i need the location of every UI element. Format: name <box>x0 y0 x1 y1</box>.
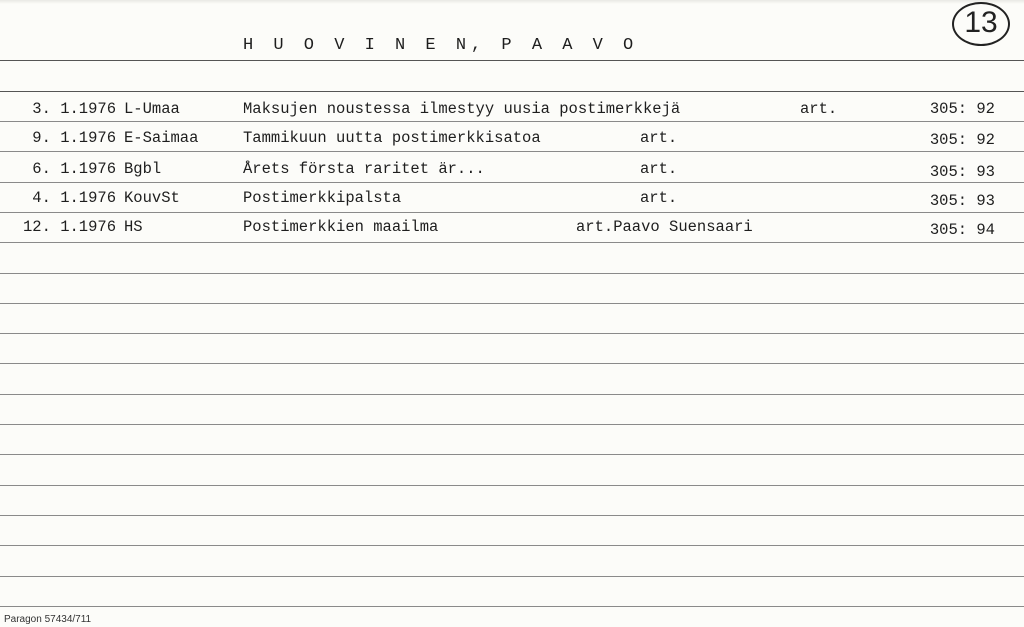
entry-month-year: 1.1976 <box>60 129 116 147</box>
ruled-line <box>0 576 1024 577</box>
entry-source: E-Saimaa <box>124 129 199 147</box>
entry-month-year: 1.1976 <box>60 100 116 118</box>
entry-type: art. <box>640 160 678 178</box>
entry-type: art. <box>640 189 678 207</box>
printer-imprint: Paragon 57434/711 <box>4 614 92 625</box>
ruled-line <box>0 363 1024 364</box>
entry-source: Bgbl <box>124 160 162 178</box>
entry-date <box>4 100 116 118</box>
entry-source: L-Umaa <box>124 100 180 118</box>
card-title: H U O V I N E N, P A A V O <box>243 36 639 55</box>
entry-date <box>4 189 116 207</box>
entry-type: art.Paavo Suensaari <box>576 218 753 236</box>
ruled-line <box>0 424 1024 425</box>
entry-month-year: 1.1976 <box>60 189 116 207</box>
entry-month-year: 1.1976 <box>60 218 116 236</box>
ruled-line <box>0 545 1024 546</box>
entry-title: Maksujen noustessa ilmestyy uusia postimerkkejä <box>243 100 681 118</box>
entry-type: art. <box>640 129 678 147</box>
entry-title: Årets första raritet är... <box>243 160 485 178</box>
entry-reference: 305: 94 <box>929 221 995 239</box>
entry-date <box>4 160 116 178</box>
entry-reference: 305: 93 <box>929 163 995 181</box>
entry-title: Postimerkkipalsta <box>243 189 402 207</box>
entry-reference: 305: 92 <box>929 100 995 118</box>
ruled-line <box>0 121 1024 122</box>
entry-source: KouvSt <box>124 189 180 207</box>
ruled-line <box>0 485 1024 486</box>
entry-day: 4. <box>32 189 51 207</box>
ruled-line <box>0 515 1024 516</box>
entry-day: 12. <box>22 218 51 236</box>
ruled-line <box>0 606 1024 607</box>
entry-date <box>4 218 116 236</box>
ruled-line <box>0 273 1024 274</box>
entry-date <box>4 129 116 147</box>
ruled-line <box>0 182 1024 183</box>
header-rule <box>0 91 1024 92</box>
entry-month-year: 1.1976 <box>60 160 116 178</box>
ruled-line <box>0 151 1024 152</box>
entry-day: 6. <box>32 160 51 178</box>
entry-title: Tammikuun uutta postimerkkisatoa <box>243 129 541 147</box>
ruled-line <box>0 333 1024 334</box>
entry-type: art. <box>800 100 838 118</box>
entry-title: Postimerkkien maailma <box>243 218 439 236</box>
ruled-line <box>0 303 1024 304</box>
ruled-line <box>0 242 1024 243</box>
entry-day: 9. <box>32 129 51 147</box>
ruled-line <box>0 212 1024 213</box>
card-number-circle: 13 <box>952 2 1010 46</box>
entry-source: HS <box>124 218 143 236</box>
card-top-edge <box>0 0 1024 4</box>
entry-reference: 305: 92 <box>929 131 995 149</box>
entry-reference: 305: 93 <box>929 192 995 210</box>
entry-day: 3. <box>32 100 51 118</box>
header-rule <box>0 60 1024 61</box>
ruled-line <box>0 454 1024 455</box>
ruled-line <box>0 394 1024 395</box>
